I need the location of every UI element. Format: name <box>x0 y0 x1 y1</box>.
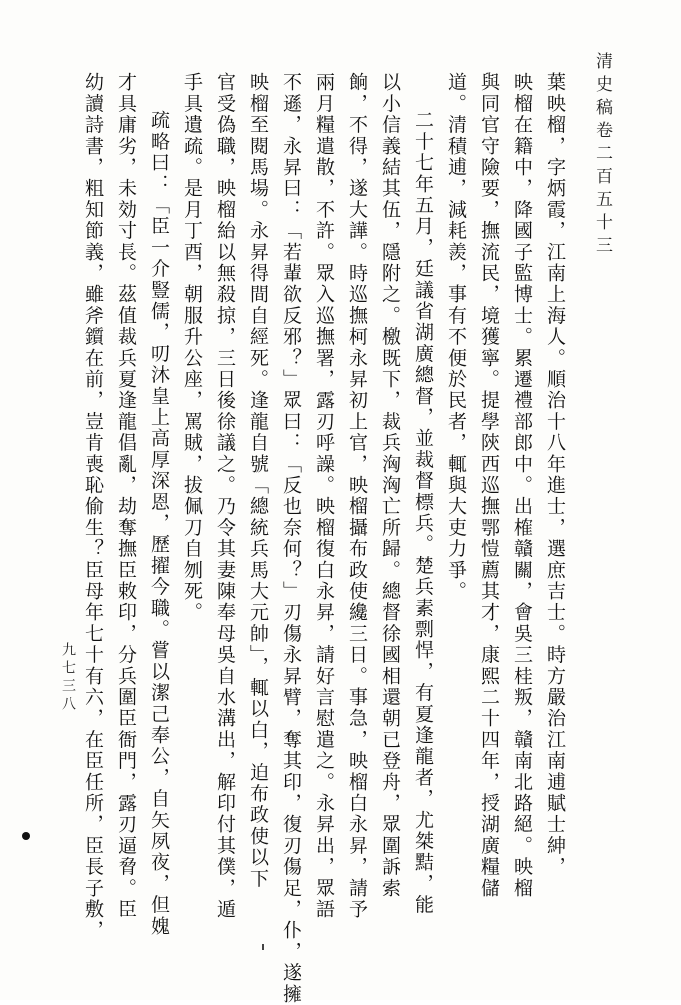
text-column: 以小信義結其伍，隱附之。檄既下，裁兵洶洶亡所歸。總督徐國相還朝已登舟，眾圍訴索 <box>379 72 401 899</box>
text-column: 映榴至閱馬場。永昇得間自經死。逢龍自號「總統兵馬大元帥」，輒以白，迫布政使以下 <box>247 72 269 890</box>
text-column: 兩月糧遣散，不許。眾入巡撫署，露刃呼譟。映榴復白永昇，請好言慰遣之。永昇出，眾語 <box>313 72 335 920</box>
main-text-body <box>51 72 571 1005</box>
text-column: 二十七年五月，廷議省湖廣總督，並裁督標兵。楚兵素剽悍，有夏逢龍者，尤桀黠，能 <box>412 110 434 916</box>
ink-speck-mark <box>262 944 264 950</box>
running-head-title: 清史稿卷二百五十三 <box>592 52 612 259</box>
page-number: 九七三八 <box>60 642 76 714</box>
text-column: 疏略曰：「臣一介豎儒，叨沐皇上高厚深恩，歷擢今職。嘗以潔己奉公，自矢夙夜，但媿 <box>148 110 170 937</box>
text-column: 才具庸劣，未効寸長。茲值裁兵夏逢龍倡亂，劫奪撫臣敕印，分兵圍臣衙門，露刃逼脅。臣 <box>115 72 137 920</box>
text-column: 映榴在籍中，降國子監博士。累遷禮部郎中。出榷贛關，會吳三桂叛，贛南北路絕。映榴 <box>511 72 533 899</box>
text-column: 與同官守險要，撫流民，境獲寧。提學陝西巡撫鄂愷薦其才，康熙二十四年，授湖廣糧儲 <box>478 72 500 899</box>
text-column: 葉映榴，字炳霞，江南上海人。順治十八年進士，選庶吉士。時方嚴治江南逋賦士紳， <box>544 72 566 878</box>
text-column: 不遜，永昇曰：「若輩欲反邪？」眾曰：「反也奈何？」刃傷永昇臂，奪其印，復刃傷足，仆，遂擁 <box>280 72 302 1005</box>
text-column: 道。清積逋，減耗羨，事有不便於民者，輒與大吏力爭。 <box>445 72 467 602</box>
text-column: 幼讀詩書，粗知節義，雖斧鑕在前，豈肯喪恥偷生？臣母年七十有六，在臣任所，臣長子敷， <box>82 72 104 942</box>
text-column: 手具遺疏。是月丁酉，朝服升公座，罵賊，拔佩刀自刎死。 <box>181 72 203 624</box>
text-column: 官受偽職，映榴紿以無殺掠，三日後徐議之。乃令其妻陳奉母吳自水溝出，解印付其僕，遁 <box>214 72 236 920</box>
text-column: 餉，不得，遂大譁。時巡撫柯永昇初上官，映榴攝布政使纔三日。事急，映榴白永昇，請予 <box>346 72 368 920</box>
ink-blot-mark <box>22 832 30 840</box>
